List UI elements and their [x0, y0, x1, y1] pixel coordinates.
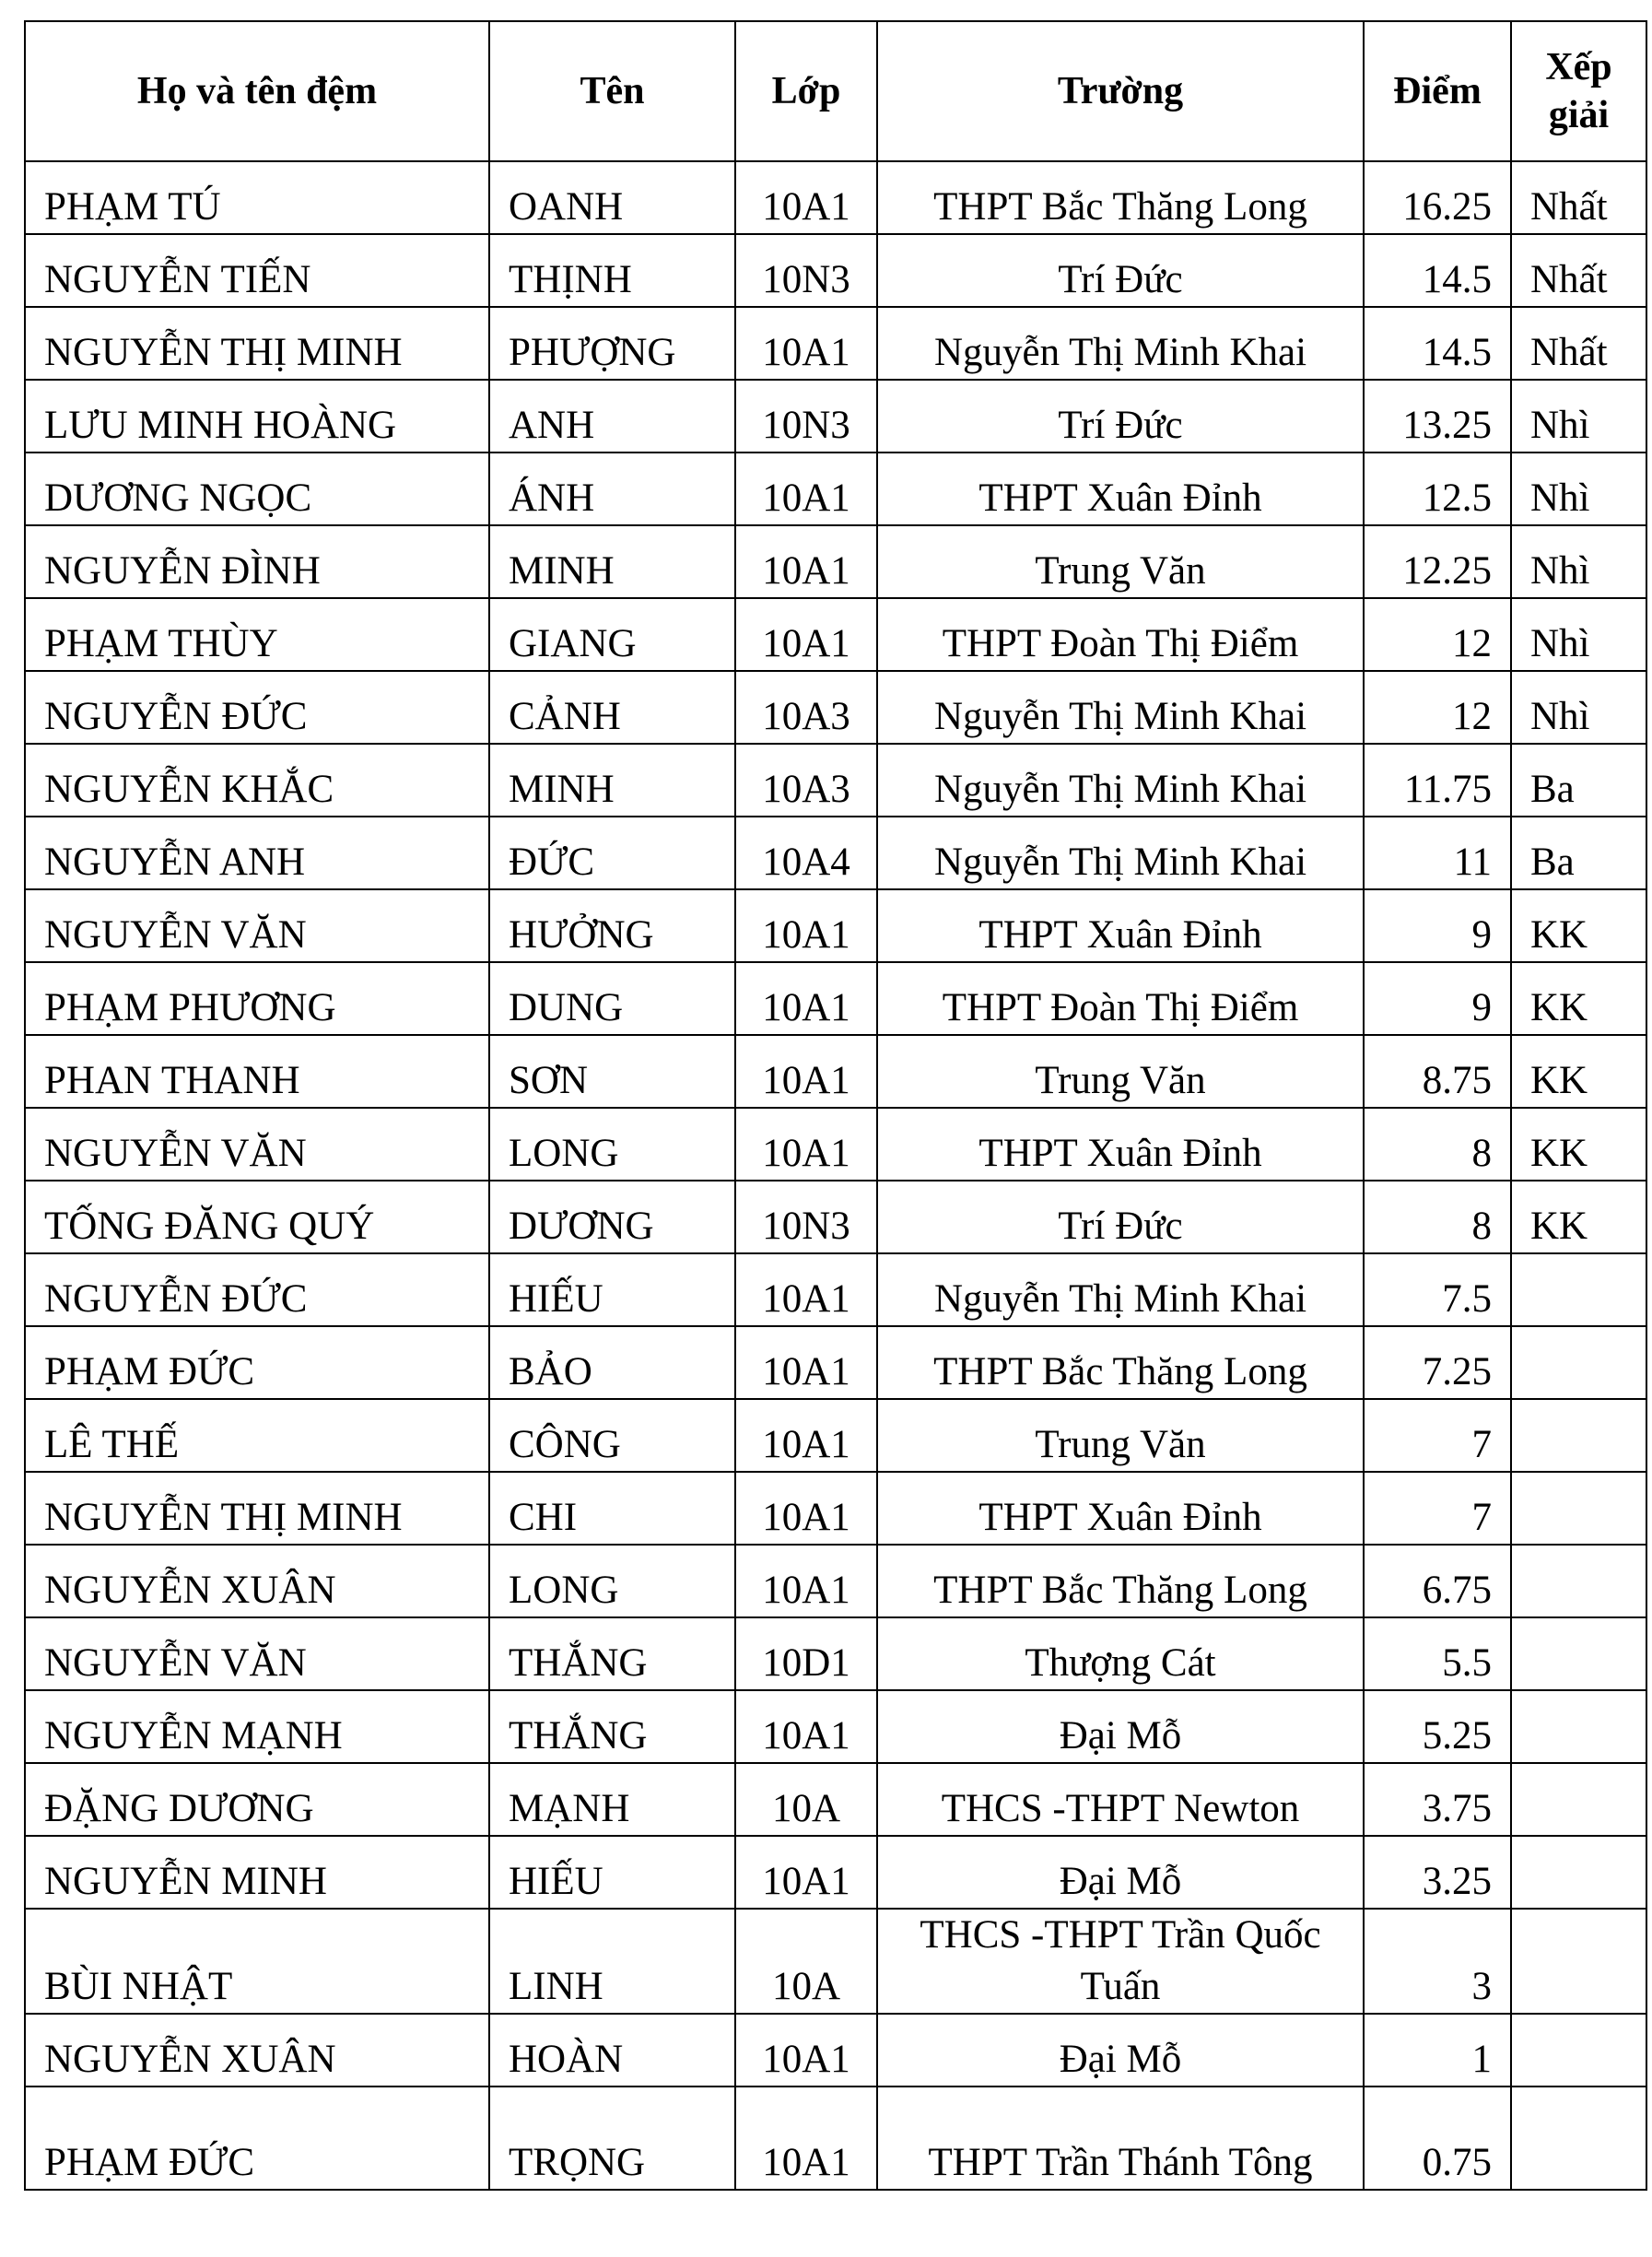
table-row	[25, 1035, 1646, 1108]
cell-lop: 10A1	[735, 889, 877, 962]
header-lop: Lớp	[735, 21, 877, 161]
cell-xep-giai	[1511, 1326, 1646, 1399]
cell-diem: 7	[1364, 1472, 1511, 1545]
cell-ho-ten-dem: NGUYỄN VĂN	[25, 1617, 489, 1690]
cell-xep-giai: KK	[1511, 1035, 1646, 1108]
cell-xep-giai: Nhất	[1511, 161, 1646, 234]
cell-ten: MẠNH	[489, 1763, 735, 1836]
cell-truong: Thượng Cát	[877, 1617, 1364, 1690]
cell-ten: HOÀN	[489, 2014, 735, 2087]
cell-lop: 10N3	[735, 234, 877, 307]
cell-ten: CÔNG	[489, 1399, 735, 1472]
cell-xep-giai: Nhì	[1511, 671, 1646, 744]
cell-truong: Trung Văn	[877, 525, 1364, 598]
table-row	[25, 817, 1646, 889]
cell-ten: THẮNG	[489, 1690, 735, 1763]
cell-ho-ten-dem: LƯU MINH HOÀNG	[25, 380, 489, 453]
cell-truong: Nguyễn Thị Minh Khai	[877, 671, 1364, 744]
cell-xep-giai	[1511, 1399, 1646, 1472]
cell-ten: ĐỨC	[489, 817, 735, 889]
table-row	[25, 380, 1646, 453]
cell-diem: 12.25	[1364, 525, 1511, 598]
cell-ten: CẢNH	[489, 671, 735, 744]
cell-truong: THPT Xuân Đỉnh	[877, 889, 1364, 962]
table-row	[25, 1399, 1646, 1472]
cell-ten: PHƯỢNG	[489, 307, 735, 380]
cell-ho-ten-dem: NGUYỄN KHẮC	[25, 744, 489, 817]
cell-ten: HƯỞNG	[489, 889, 735, 962]
cell-lop: 10N3	[735, 380, 877, 453]
cell-truong: Nguyễn Thị Minh Khai	[877, 307, 1364, 380]
cell-diem: 11	[1364, 817, 1511, 889]
cell-ten: CHI	[489, 1472, 735, 1545]
cell-lop: 10A1	[735, 1690, 877, 1763]
cell-ten: MINH	[489, 525, 735, 598]
cell-xep-giai	[1511, 1909, 1646, 2014]
cell-xep-giai	[1511, 1545, 1646, 1617]
table-row	[25, 1836, 1646, 1909]
cell-truong: THCS -THPT Trần Quốc Tuấn	[877, 1909, 1364, 2014]
header-ho-ten-dem: Họ và tên đệm	[25, 21, 489, 161]
table-row	[25, 307, 1646, 380]
cell-truong: Trung Văn	[877, 1399, 1364, 1472]
cell-lop: 10A1	[735, 1326, 877, 1399]
cell-xep-giai: Nhì	[1511, 380, 1646, 453]
cell-diem: 3.25	[1364, 1836, 1511, 1909]
cell-lop: 10A1	[735, 1399, 877, 1472]
cell-diem: 7	[1364, 1399, 1511, 1472]
table-row	[25, 1253, 1646, 1326]
cell-lop: 10A	[735, 1763, 877, 1836]
cell-diem: 13.25	[1364, 380, 1511, 453]
cell-xep-giai: KK	[1511, 889, 1646, 962]
cell-truong: Nguyễn Thị Minh Khai	[877, 744, 1364, 817]
cell-ten: HIẾU	[489, 1253, 735, 1326]
cell-lop: 10A1	[735, 161, 877, 234]
cell-truong: THPT Xuân Đỉnh	[877, 1472, 1364, 1545]
cell-ten: ANH	[489, 380, 735, 453]
cell-lop: 10A1	[735, 1035, 877, 1108]
cell-diem: 3	[1364, 1909, 1511, 2014]
cell-ten: DƯƠNG	[489, 1181, 735, 1253]
cell-xep-giai: Nhì	[1511, 598, 1646, 671]
cell-truong: Đại Mỗ	[877, 1836, 1364, 1909]
table-row	[25, 1181, 1646, 1253]
table-row	[25, 1472, 1646, 1545]
cell-truong: Đại Mỗ	[877, 2014, 1364, 2087]
cell-ho-ten-dem: NGUYỄN ĐỨC	[25, 671, 489, 744]
cell-lop: 10A3	[735, 671, 877, 744]
cell-truong: THPT Bắc Thăng Long	[877, 1545, 1364, 1617]
cell-diem: 8	[1364, 1108, 1511, 1181]
cell-diem: 8.75	[1364, 1035, 1511, 1108]
cell-ten: SƠN	[489, 1035, 735, 1108]
cell-ten: THẮNG	[489, 1617, 735, 1690]
table-row	[25, 1909, 1646, 2014]
cell-ten: DUNG	[489, 962, 735, 1035]
cell-diem: 3.75	[1364, 1763, 1511, 1836]
cell-ho-ten-dem: NGUYỄN MINH	[25, 1836, 489, 1909]
cell-xep-giai	[1511, 2087, 1646, 2190]
cell-truong: THPT Đoàn Thị Điểm	[877, 598, 1364, 671]
table-row	[25, 2014, 1646, 2087]
cell-lop: 10A1	[735, 525, 877, 598]
cell-ho-ten-dem: PHẠM THÙY	[25, 598, 489, 671]
cell-ho-ten-dem: NGUYỄN VĂN	[25, 1108, 489, 1181]
cell-xep-giai	[1511, 1253, 1646, 1326]
cell-truong: THPT Bắc Thăng Long	[877, 161, 1364, 234]
cell-ho-ten-dem: NGUYỄN TIẾN	[25, 234, 489, 307]
cell-truong: THCS -THPT Newton	[877, 1763, 1364, 1836]
header-row	[25, 21, 1646, 161]
results-table	[24, 20, 1647, 2191]
cell-diem: 9	[1364, 962, 1511, 1035]
cell-truong: Trí Đức	[877, 234, 1364, 307]
cell-diem: 8	[1364, 1181, 1511, 1253]
cell-ho-ten-dem: PHẠM PHƯƠNG	[25, 962, 489, 1035]
header-ten: Tên	[489, 21, 735, 161]
cell-xep-giai	[1511, 1836, 1646, 1909]
cell-ten: LONG	[489, 1545, 735, 1617]
cell-lop: 10A1	[735, 1545, 877, 1617]
cell-ho-ten-dem: PHẠM ĐỨC	[25, 2087, 489, 2190]
cell-ho-ten-dem: BÙI NHẬT	[25, 1909, 489, 2014]
cell-xep-giai	[1511, 1763, 1646, 1836]
cell-truong: Trí Đức	[877, 380, 1364, 453]
cell-lop: 10A1	[735, 307, 877, 380]
cell-truong: Nguyễn Thị Minh Khai	[877, 817, 1364, 889]
cell-lop: 10D1	[735, 1617, 877, 1690]
cell-xep-giai: Ba	[1511, 744, 1646, 817]
cell-truong: THPT Đoàn Thị Điểm	[877, 962, 1364, 1035]
cell-lop: 10N3	[735, 1181, 877, 1253]
cell-truong: Đại Mỗ	[877, 1690, 1364, 1763]
table-row	[25, 744, 1646, 817]
table-row	[25, 1617, 1646, 1690]
cell-diem: 16.25	[1364, 161, 1511, 234]
table-row	[25, 2087, 1646, 2190]
table-row	[25, 525, 1646, 598]
cell-ho-ten-dem: TỐNG ĐĂNG QUÝ	[25, 1181, 489, 1253]
cell-truong: Trung Văn	[877, 1035, 1364, 1108]
cell-truong: THPT Xuân Đỉnh	[877, 1108, 1364, 1181]
cell-lop: 10A1	[735, 1108, 877, 1181]
table-row	[25, 598, 1646, 671]
cell-truong: THPT Bắc Thăng Long	[877, 1326, 1364, 1399]
cell-diem: 12	[1364, 671, 1511, 744]
cell-ho-ten-dem: PHẠM TÚ	[25, 161, 489, 234]
cell-diem: 1	[1364, 2014, 1511, 2087]
table-header	[25, 21, 1646, 161]
cell-truong: THPT Xuân Đỉnh	[877, 453, 1364, 525]
cell-ten: THỊNH	[489, 234, 735, 307]
cell-xep-giai: Nhất	[1511, 234, 1646, 307]
cell-lop: 10A1	[735, 1472, 877, 1545]
cell-lop: 10A1	[735, 598, 877, 671]
cell-ho-ten-dem: NGUYỄN XUÂN	[25, 1545, 489, 1617]
cell-lop: 10A1	[735, 962, 877, 1035]
header-truong: Trường	[877, 21, 1364, 161]
cell-diem: 7.5	[1364, 1253, 1511, 1326]
table-row	[25, 889, 1646, 962]
cell-lop: 10A3	[735, 744, 877, 817]
cell-ho-ten-dem: DƯƠNG NGỌC	[25, 453, 489, 525]
cell-xep-giai: Nhất	[1511, 307, 1646, 380]
cell-ten: MINH	[489, 744, 735, 817]
header-diem: Điểm	[1364, 21, 1511, 161]
cell-ho-ten-dem: NGUYỄN THỊ MINH	[25, 1472, 489, 1545]
cell-xep-giai: Nhì	[1511, 525, 1646, 598]
cell-diem: 14.5	[1364, 234, 1511, 307]
cell-ten: GIANG	[489, 598, 735, 671]
cell-lop: 10A4	[735, 817, 877, 889]
cell-ho-ten-dem: LÊ THẾ	[25, 1399, 489, 1472]
cell-diem: 12.5	[1364, 453, 1511, 525]
cell-truong: Nguyễn Thị Minh Khai	[877, 1253, 1364, 1326]
cell-lop: 10A1	[735, 2087, 877, 2190]
cell-lop: 10A1	[735, 1836, 877, 1909]
cell-ten: LINH	[489, 1909, 735, 2014]
cell-xep-giai: KK	[1511, 962, 1646, 1035]
cell-diem: 0.75	[1364, 2087, 1511, 2190]
table-row	[25, 1763, 1646, 1836]
cell-diem: 6.75	[1364, 1545, 1511, 1617]
table-row	[25, 1108, 1646, 1181]
table-row	[25, 1545, 1646, 1617]
cell-xep-giai	[1511, 2014, 1646, 2087]
cell-ten: HIẾU	[489, 1836, 735, 1909]
cell-diem: 14.5	[1364, 307, 1511, 380]
cell-diem: 9	[1364, 889, 1511, 962]
cell-ten: OANH	[489, 161, 735, 234]
cell-diem: 11.75	[1364, 744, 1511, 817]
cell-ho-ten-dem: PHAN THANH	[25, 1035, 489, 1108]
cell-diem: 5.5	[1364, 1617, 1511, 1690]
table-row	[25, 962, 1646, 1035]
cell-xep-giai: KK	[1511, 1181, 1646, 1253]
cell-xep-giai	[1511, 1472, 1646, 1545]
cell-ho-ten-dem: NGUYỄN VĂN	[25, 889, 489, 962]
cell-ho-ten-dem: NGUYỄN ĐỨC	[25, 1253, 489, 1326]
cell-ten: TRỌNG	[489, 2087, 735, 2190]
cell-ho-ten-dem: NGUYỄN THỊ MINH	[25, 307, 489, 380]
table-row	[25, 161, 1646, 234]
cell-truong: Trí Đức	[877, 1181, 1364, 1253]
cell-diem: 12	[1364, 598, 1511, 671]
cell-ho-ten-dem: ĐẶNG DƯƠNG	[25, 1763, 489, 1836]
cell-ho-ten-dem: NGUYỄN MẠNH	[25, 1690, 489, 1763]
table-body	[25, 161, 1646, 2190]
cell-xep-giai	[1511, 1617, 1646, 1690]
cell-lop: 10A	[735, 1909, 877, 2014]
cell-diem: 5.25	[1364, 1690, 1511, 1763]
cell-xep-giai: Nhì	[1511, 453, 1646, 525]
cell-ten: LONG	[489, 1108, 735, 1181]
table-row	[25, 671, 1646, 744]
header-xep-giai: Xếp giải	[1511, 21, 1646, 161]
cell-lop: 10A1	[735, 2014, 877, 2087]
cell-diem: 7.25	[1364, 1326, 1511, 1399]
cell-lop: 10A1	[735, 453, 877, 525]
cell-ten: BẢO	[489, 1326, 735, 1399]
cell-ten: ÁNH	[489, 453, 735, 525]
cell-lop: 10A1	[735, 1253, 877, 1326]
table-row	[25, 1690, 1646, 1763]
cell-truong: THPT Trần Thánh Tông	[877, 2087, 1364, 2190]
cell-ho-ten-dem: NGUYỄN ĐÌNH	[25, 525, 489, 598]
cell-ho-ten-dem: PHẠM ĐỨC	[25, 1326, 489, 1399]
table-row	[25, 453, 1646, 525]
table-row	[25, 234, 1646, 307]
cell-xep-giai	[1511, 1690, 1646, 1763]
cell-ho-ten-dem: NGUYỄN XUÂN	[25, 2014, 489, 2087]
cell-xep-giai: Ba	[1511, 817, 1646, 889]
cell-xep-giai: KK	[1511, 1108, 1646, 1181]
table-row	[25, 1326, 1646, 1399]
cell-ho-ten-dem: NGUYỄN ANH	[25, 817, 489, 889]
